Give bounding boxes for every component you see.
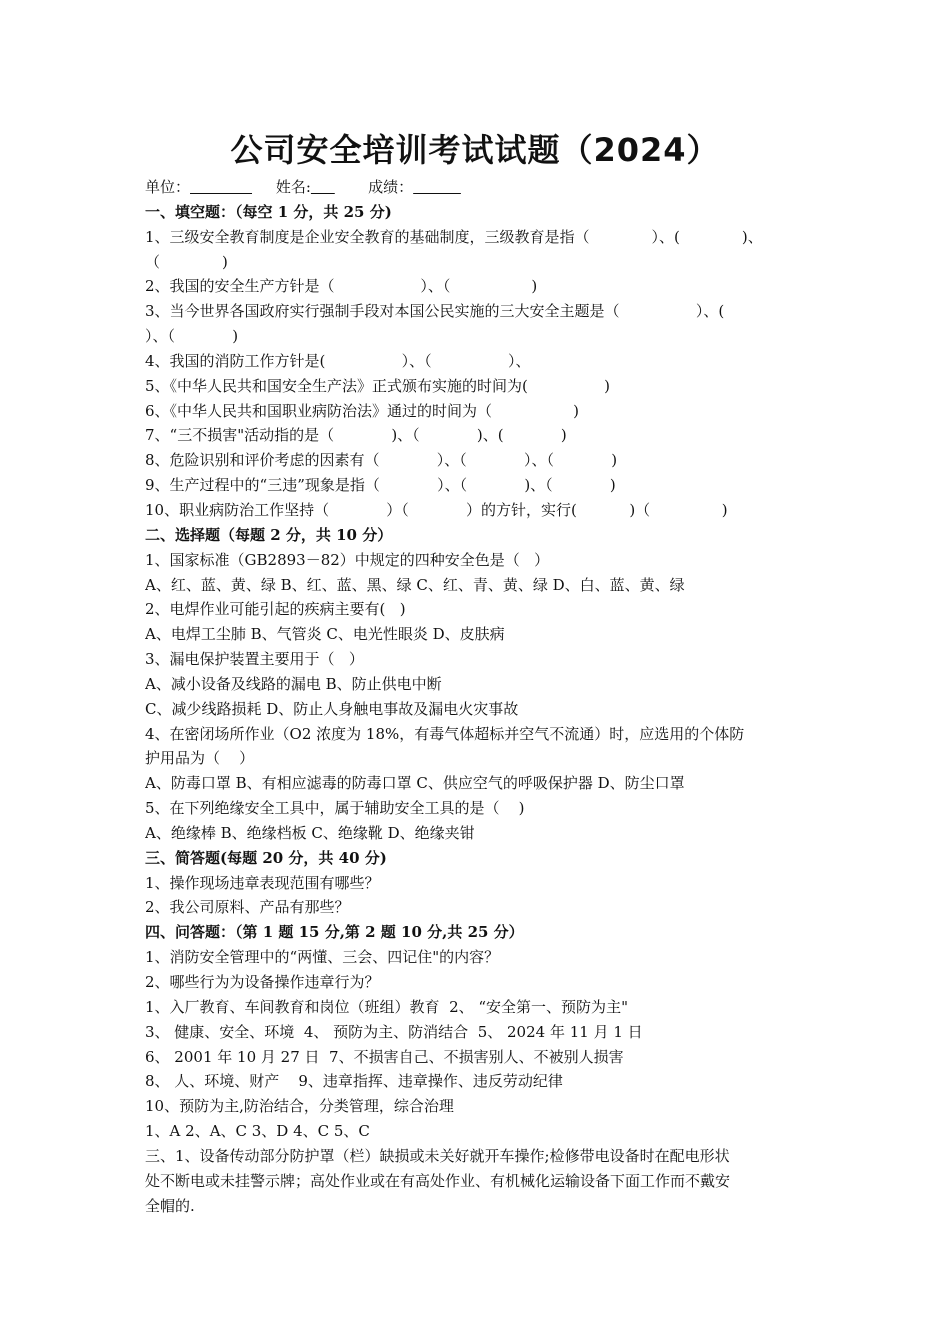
text-line: 10、预防为主,防治结合，分类管理，综合治理 <box>145 1097 454 1116</box>
text-line: C、减少线路损耗 D、防止人身触电事故及漏电火灾事故 <box>145 699 519 718</box>
text-line: 1、A 2、A、C 3、D 4、C 5、C <box>145 1122 370 1141</box>
score-label: 成绩： <box>368 178 414 196</box>
text-line: A、电焊工尘肺 B、气管炎 C、电光性眼炎 D、皮肤病 <box>145 625 505 644</box>
text-line: 处不断电或未挂警示牌；高处作业或在有高处作业、有机械化运输设备下面工作而不戴安 <box>145 1171 731 1190</box>
text-line: 2、我公司原料、产品有那些？ <box>145 898 350 917</box>
text-line: 1、消防安全管理中的“两懂、三会、四记住"的内容？ <box>145 948 500 967</box>
text-line: 3、漏电保护装置主要用于（ ） <box>145 650 364 669</box>
text-line: A、绝缘棒 B、绝缘档板 C、绝缘靴 D、绝缘夹钳 <box>145 823 475 842</box>
text-line: 6、《中华人民共和国职业病防治法》通过的时间为（ ) <box>145 401 579 420</box>
text-line: A、红、蓝、黄、绿 B、红、蓝、黑、绿 C、红、青、黄、绿 D、白、蓝、黄、绿 <box>145 575 685 594</box>
unit-blank <box>190 178 252 196</box>
text-line: 8、 人、环境、财产 9、违章指挥、违章操作、违反劳动纪律 <box>145 1072 563 1091</box>
text-line: 3、 健康、安全、环境 4、 预防为主、防消结合 5、 2024 年 11 月 1 日 <box>145 1022 643 1041</box>
text-line: 7、“三不损害"活动指的是（ )、（ )、( ) <box>145 426 567 445</box>
text-line: ）、（ ) <box>145 327 239 346</box>
score-blank <box>413 178 461 196</box>
question-lines <box>145 200 815 1219</box>
text-line: （ ) <box>145 252 228 271</box>
text-line: 5、《中华人民共和国安全生产法》正式颁布实施的时间为( ) <box>145 376 611 395</box>
text-line: 8、危险识别和评价考虑的因素有（ ）、（ ）、（ ) <box>145 451 618 470</box>
name-label: 姓名: <box>275 178 311 196</box>
section-heading: 二、选择题（每题 2 分，共 10 分） <box>145 525 393 544</box>
section-heading: 三、简答题(每题 20 分，共 40 分) <box>145 848 387 867</box>
document-body <box>145 175 815 1218</box>
text-line: 1、入厂教育、车间教育和岗位（班组）教育 2、 “安全第一、预防为主" <box>145 997 628 1016</box>
text-line: 10、职业病防治工作坚持（ ）（ ）的方针，实行( )（ ) <box>145 500 728 519</box>
document-title: 公司安全培训考试试题（2024） <box>230 131 720 169</box>
text-line: 3、当今世界各国政府实行强制手段对本国公民实施的三大安全主题是（ ）、( <box>145 302 725 321</box>
text-line: 1、三级安全教育制度是企业安全教育的基础制度，三级教育是指（ ）、( )、 <box>145 227 763 246</box>
info-line <box>145 175 815 200</box>
section-heading: 四、问答题：（第 1 题 15 分,第 2 题 10 分,共 25 分） <box>145 923 524 942</box>
text-line: 4、在密闭场所作业（O2 浓度为 18%，有毒气体超标并空气不流通）时，应选用的个体防 <box>145 724 745 743</box>
text-line: 护用品为（ ） <box>145 749 255 768</box>
text-line: 1、操作现场违章表现范围有哪些？ <box>145 873 380 892</box>
text-line: 9、生产过程中的“三违”现象是指（ ）、（ )、（ ) <box>145 476 616 495</box>
name-blank <box>311 178 335 196</box>
text-line: 2、哪些行为为设备操作违章行为？ <box>145 973 380 991</box>
text-line: 4、我国的消防工作方针是( ）、（ ）、 <box>145 351 531 370</box>
text-line: 5、在下列绝缘安全工具中，属于辅助安全工具的是（ ) <box>145 799 525 818</box>
text-line: A、减小设备及线路的漏电 B、防止供电中断 <box>145 674 442 693</box>
section-heading: 一、填空题：（每空 1 分，共 25 分) <box>145 202 392 221</box>
unit-label: 单位： <box>145 178 191 196</box>
text-line: 2、我国的安全生产方针是（ ）、（ ) <box>145 277 538 296</box>
text-line: 三、1、设备传动部分防护罩（栏）缺损或未关好就开车操作;检修带电设备时在配电形状 <box>145 1146 730 1165</box>
text-line: A、防毒口罩 B、有相应滤毒的防毒口罩 C、供应空气的呼吸保护器 D、防尘口罩 <box>145 774 685 793</box>
text-line: 6、 2001 年 10 月 27 日 7、不损害自己、不损害别人、不被别人损害 <box>145 1047 624 1066</box>
text-line: 2、电焊作业可能引起的疾病主要有( ) <box>145 600 406 619</box>
text-line: 全帽的. <box>145 1196 195 1215</box>
text-line: 1、国家标准（GB2893－82）中规定的四种安全色是（ ） <box>145 550 550 569</box>
